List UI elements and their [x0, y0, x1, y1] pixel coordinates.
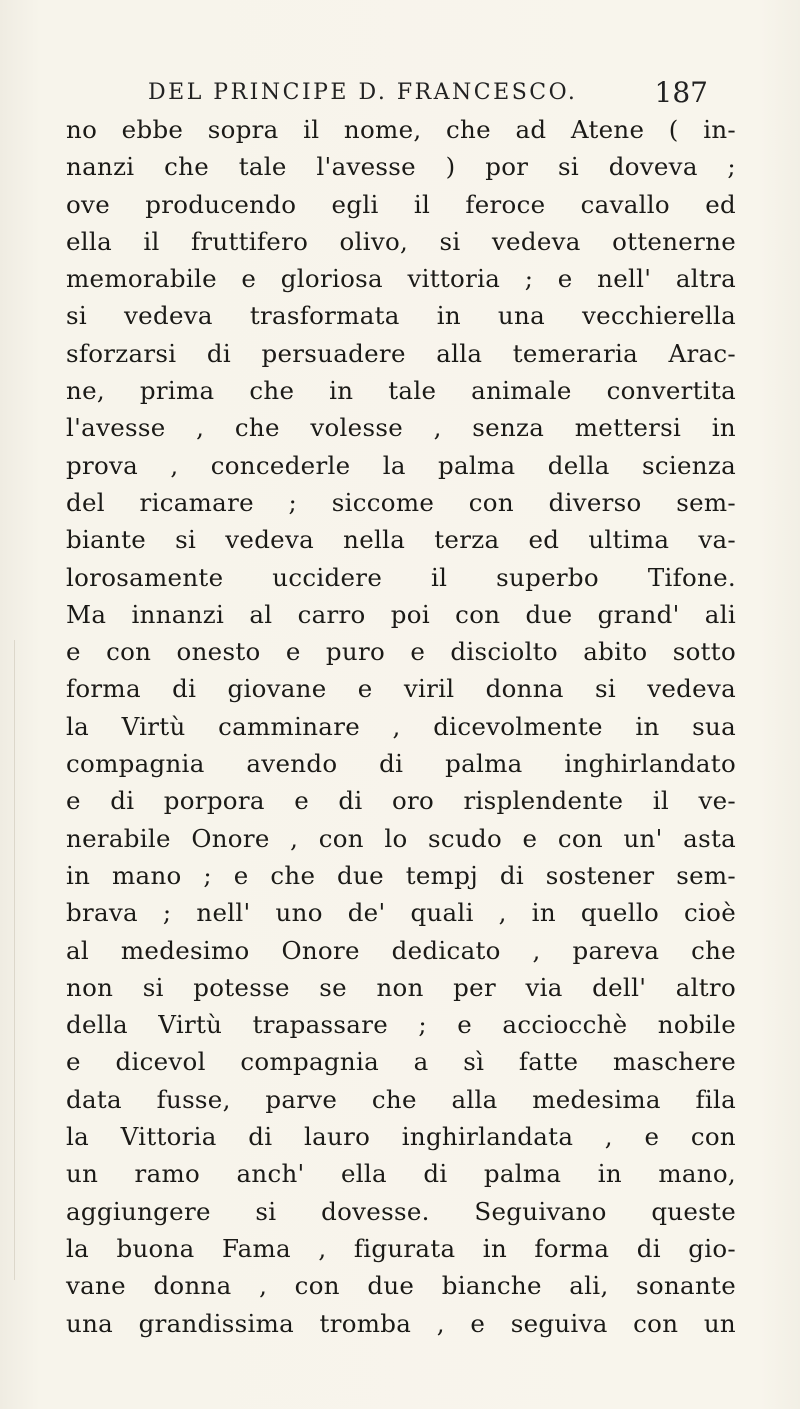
text-line: memorabile e gloriosa vittoria ; e nell' altra — [66, 264, 736, 294]
text-line: Ma innanzi al carro poi con due grand' ali — [66, 599, 736, 629]
text-line: l'avesse , che volesse , senza mettersi in — [66, 413, 736, 443]
text-line: ove producendo egli il feroce cavallo ed — [66, 189, 736, 219]
text-line: del ricamare ; siccome con diverso sem- — [66, 487, 736, 517]
text-line: non si potesse se non per via dell' altro — [66, 972, 736, 1002]
text-line: un ramo anch' ella di palma in mano, — [66, 1159, 736, 1189]
text-line: compagnia avendo di palma inghirlandato — [66, 749, 736, 779]
running-title: DEL PRINCIPE D. FRANCESCO. — [148, 80, 578, 105]
text-line: in mano ; e che due tempj di sostener sem- — [66, 860, 736, 890]
text-line: la buona Fama , figurata in forma di gio- — [66, 1233, 736, 1263]
text-line: no ebbe sopra il nome, che ad Atene ( in- — [66, 115, 736, 144]
text-line: e con onesto e puro e disciolto abito sotto — [66, 637, 736, 667]
text-line: nerabile Onore , con lo scudo e con un' asta — [66, 823, 736, 853]
text-line: sforzarsi di persuadere alla temeraria Arac- — [66, 338, 736, 368]
text-line: aggiungere si dovesse. Seguivano queste — [66, 1196, 736, 1226]
text-line: lorosamente uccidere il superbo Tifone. — [66, 562, 736, 592]
page-header — [148, 72, 708, 112]
text-line: la Vittoria di lauro inghirlandata , e con — [66, 1122, 736, 1152]
text-line: ella il fruttifero olivo, si vedeva ottenerne — [66, 226, 736, 256]
text-line: brava ; nell' uno de' quali , in quello cioè — [66, 898, 736, 928]
text-line: si vedeva trasformata in una vecchierella — [66, 301, 736, 331]
text-line: della Virtù trapassare ; e acciocchè nobile — [66, 1010, 736, 1040]
text-line: biante si vedeva nella terza ed ultima va- — [66, 525, 736, 555]
text-line: nanzi che tale l'avesse ) por si doveva ; — [66, 152, 736, 182]
text-line: e di porpora e di oro risplendente il ve- — [66, 786, 736, 816]
text-line: al medesimo Onore dedicato , pareva che — [66, 935, 736, 965]
text-line: ne, prima che in tale animale convertita — [66, 376, 736, 406]
text-line: vane donna , con due bianche ali, sonante — [66, 1271, 736, 1301]
text-line: prova , concederle la palma della scienza — [66, 450, 736, 480]
text-line: e dicevol compagnia a sì fatte maschere — [66, 1047, 736, 1077]
text-line: la Virtù camminare , dicevolmente in sua — [66, 711, 736, 741]
text-line: una grandissima tromba , e seguiva con un — [66, 1308, 736, 1338]
text-line: forma di giovane e viril donna si vedeva — [66, 674, 736, 704]
page-gutter-line — [14, 640, 15, 1280]
body-text — [66, 111, 736, 1342]
text-line: data fusse, parve che alla medesima fila — [66, 1084, 736, 1114]
page-number: 187 — [654, 76, 708, 109]
